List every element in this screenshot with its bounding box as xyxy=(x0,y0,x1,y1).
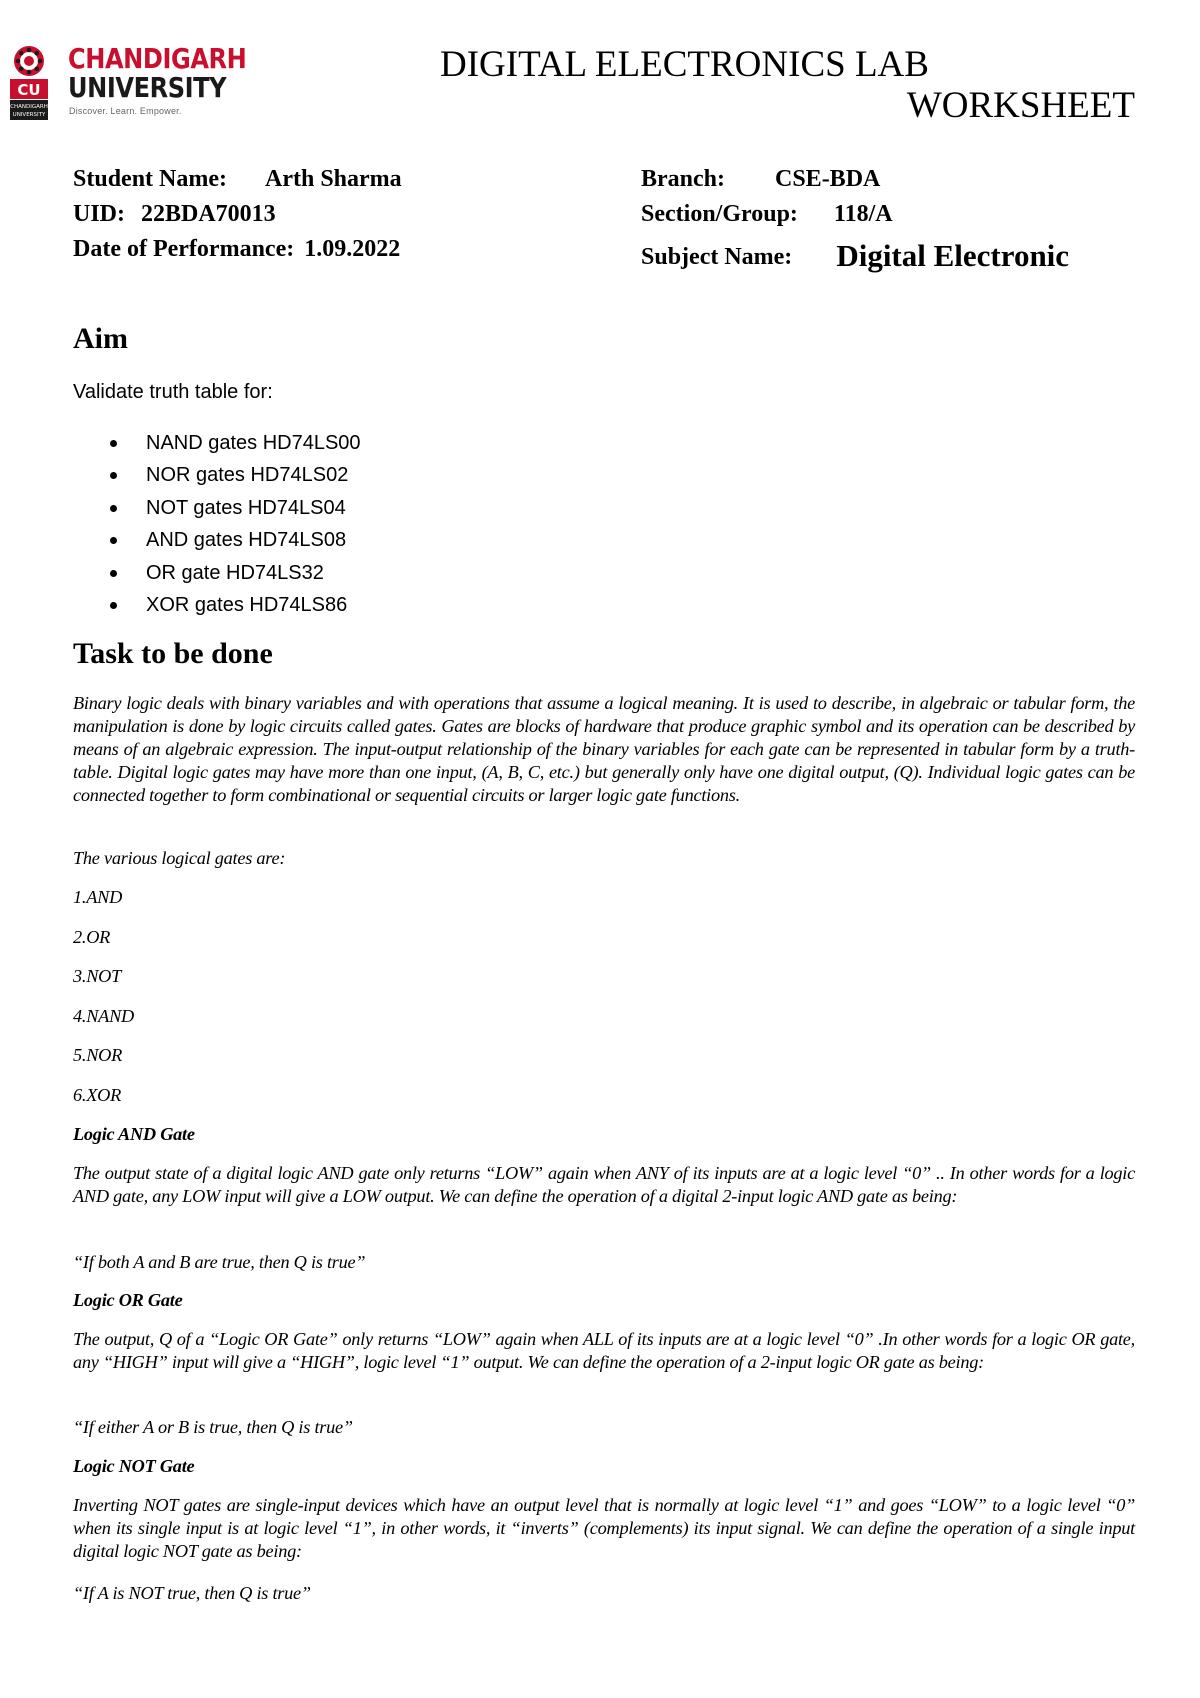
list-item: NOR gates HD74LS02 xyxy=(108,459,361,491)
not-gate-text: Inverting NOT gates are single-input devices which have an output level that is normally at logic level “1” and goes “LOW” to a logic level “0” when its single input is at logic level “1”, in other words, it “inverts” (complements) its input signal. We can define the operation of a single input digital logic NOT gate as being: xyxy=(73,1495,1135,1561)
university-logo xyxy=(6,42,247,124)
subject-value: Digital Electronic xyxy=(836,238,1070,273)
gate-item-not: 3.NOT xyxy=(73,966,122,986)
logo-badge: CU xyxy=(17,81,41,99)
uid-label: UID: xyxy=(73,201,125,227)
task-intro-paragraph: Binary logic deals with binary variables and with operations that assume a logical meaning. It is used to describe, in algebraic or tabular form, the manipulation is done by logic circuits called gates. Gates are blocks of hardware that produce graphic symbol and its operation can be described by means of an algebraic expression. The input-output relationship of the binary variables for each gate can be represented in tabular form by a truth-table. Digital logic gates may have more than one input, (A, B, C, etc.) but generally only have one digital output, (Q). Individual logic gates can be connected together to form combinational or sequential circuits or larger logic gate functions. xyxy=(73,693,1135,805)
and-gate-text: The output state of a digital logic AND gate only returns “LOW” again when ANY of its inputs are at a logic level “0” .. In other words for a logic AND gate, any LOW input will give a LOW output. We can define the operation of a digital 2-input logic AND gate as being: xyxy=(73,1163,1135,1206)
university-name xyxy=(68,44,246,102)
logo-small-line2: UNIVERSITY xyxy=(12,112,46,118)
worksheet-title xyxy=(440,44,1135,126)
subject-row xyxy=(641,236,1069,272)
or-gate-text: The output, Q of a “Logic OR Gate” only returns “LOW” again when ALL of its inputs are at a logic level “0” .In other words for a logic OR gate, any “HIGH” input will give a “HIGH”, logic level “1” output. We can define the operation of a 2-input logic OR gate as being: xyxy=(73,1329,1135,1372)
aim-intro: Validate truth table for: xyxy=(73,381,273,403)
logo-small-line1: CHANDIGARH xyxy=(10,104,48,110)
list-item: XOR gates HD74LS86 xyxy=(108,589,361,621)
student-name-label: Student Name: xyxy=(73,166,227,192)
date-label: Date of Performance: xyxy=(73,236,295,262)
gate-item-nor: 5.NOR xyxy=(73,1045,123,1065)
branch-value: CSE-BDA xyxy=(775,166,881,192)
university-name-line1: CHANDIGARH xyxy=(68,42,247,75)
list-item: NAND gates HD74LS00 xyxy=(108,427,361,459)
worksheet-title-line2: WORKSHEET xyxy=(906,85,1135,126)
list-item: AND gates HD74LS08 xyxy=(108,524,361,556)
not-gate-quote: “If A is NOT true, then Q is true” xyxy=(73,1583,311,1603)
or-gate-heading: Logic OR Gate xyxy=(73,1290,183,1310)
branch-label: Branch: xyxy=(641,166,725,192)
aim-heading: Aim xyxy=(73,322,128,355)
task-heading: Task to be done xyxy=(73,637,273,670)
section-value: 118/A xyxy=(833,201,893,227)
branch-row xyxy=(641,166,880,193)
gate-ic-list xyxy=(108,427,361,621)
and-gate-quote: “If both A and B are true, then Q is true” xyxy=(73,1252,366,1272)
uid-value: 22BDA70013 xyxy=(141,201,276,227)
student-name-value: Arth Sharma xyxy=(265,166,402,192)
and-gate-heading: Logic AND Gate xyxy=(73,1124,195,1144)
student-name-row xyxy=(73,166,402,193)
date-row xyxy=(73,236,400,263)
gate-item-or: 2.OR xyxy=(73,927,111,947)
uid-row xyxy=(73,201,276,228)
gate-item-xor: 6.XOR xyxy=(73,1085,121,1105)
list-item: NOT gates HD74LS04 xyxy=(108,492,361,524)
university-name-line2: UNIVERSITY xyxy=(68,71,227,104)
section-row xyxy=(641,201,893,228)
worksheet-title-line1: DIGITAL ELECTRONICS LAB xyxy=(440,44,929,85)
not-gate-heading: Logic NOT Gate xyxy=(73,1456,195,1476)
gate-item-and: 1.AND xyxy=(73,887,123,907)
gate-item-nand: 4.NAND xyxy=(73,1006,134,1026)
cu-emblem-icon xyxy=(6,42,52,122)
subject-label: Subject Name: xyxy=(641,244,793,270)
list-item: OR gate HD74LS32 xyxy=(108,557,361,589)
section-label: Section/Group: xyxy=(641,201,798,227)
date-value: 1.09.2022 xyxy=(304,236,401,262)
or-gate-quote: “If either A or B is true, then Q is true” xyxy=(73,1417,353,1437)
university-tagline: Discover. Learn. Empower. xyxy=(69,106,182,116)
gates-intro: The various logical gates are: xyxy=(73,848,286,868)
